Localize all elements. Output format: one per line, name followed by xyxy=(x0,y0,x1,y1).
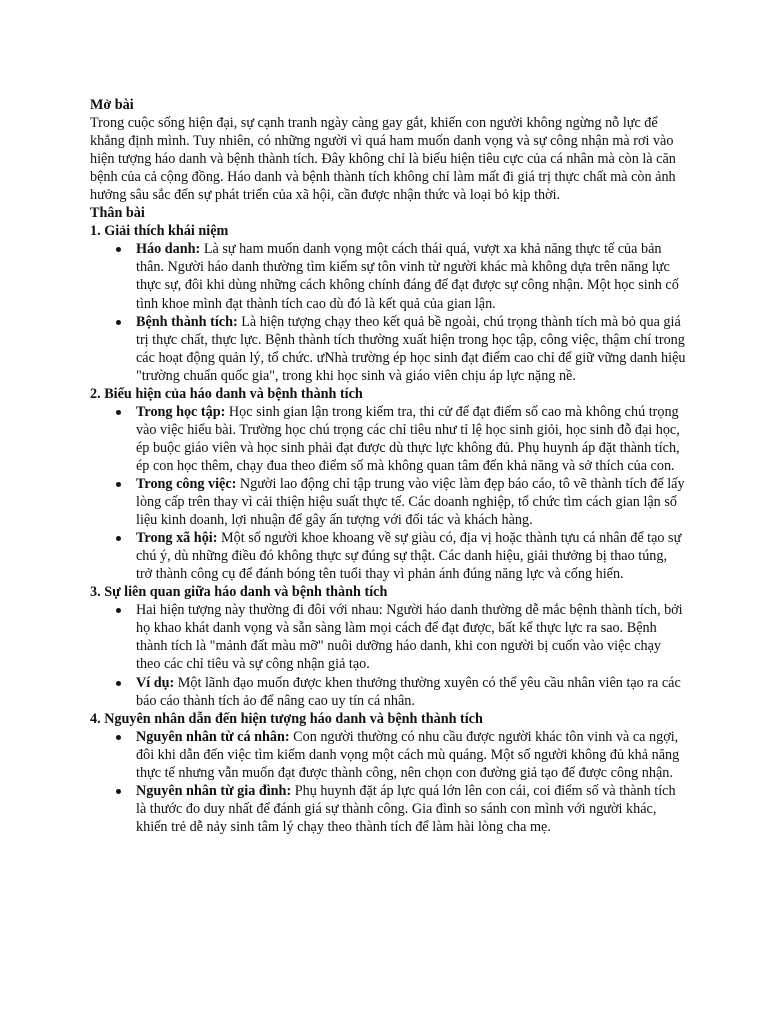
item-text: Là sự ham muốn danh vọng một cách thái quá, vượt xa khả năng thực tế của bản thân. Người háo danh thường tìm kiếm sự tôn vinh từ người khác mà không dựa trên năng lực thực sự, đôi khi dùng những cách không chính đáng để đạt được sự công nhận. Một học sinh cố tình khoe mình đạt thành tích cao dù đó là kết quả của gian lận. xyxy=(136,241,679,312)
item-text: Một số người khoe khoang về sự giàu có, địa vị hoặc thành tựu cá nhân để tạo sự chú ý, dù những điều đó không thực sự đúng sự thật. Các danh hiệu, giải thưởng bị thao túng, trở thành công cụ để đánh bóng tên tuổi thay vì phản ánh đúng năng lực và cống hiến. xyxy=(136,530,682,583)
item-term: Trong học tập: xyxy=(136,403,226,420)
item-text: Con người thường có nhu cầu được người khác tôn vinh và ca ngợi, đôi khi dẫn đến việc tìm kiếm danh vọng một cách mù quáng. Một số người không đủ khả năng thực tế nhưng vẫn muốn đạt được thành công, nên chọn con đường giả tạo để được công nhận. xyxy=(136,728,680,781)
list-item xyxy=(136,782,686,836)
item-text: Là hiện tượng chạy theo kết quả bề ngoài, chú trọng thành tích mà bỏ qua giá trị thực chất, thực lực. Bệnh thành tích thường xuất hiện trong học tập, công việc, thậm chí trong các hoạt động quản lý, tổ chức. ưNhà trường ép học sinh đạt điểm cao chỉ để giữ vững danh hiệu "trường chuẩn quốc gia", trong khi học sinh và giáo viên chịu áp lực nặng nề. xyxy=(136,313,686,384)
item-term: Trong công việc: xyxy=(136,475,237,492)
section-title: 1. Giải thích khái niệm xyxy=(90,223,229,240)
body-heading: Thân bài xyxy=(90,205,145,222)
item-term: Háo danh: xyxy=(136,241,201,258)
intro-heading: Mở bài xyxy=(90,97,134,113)
list-item xyxy=(136,601,686,673)
section-title: 3. Sự liên quan giữa háo danh và bệnh thành tích xyxy=(90,584,388,601)
item-text: Học sinh gian lận trong kiểm tra, thi cử để đạt điểm số cao mà không chú trọng vào việc hiểu bài. Trường học chú trọng các chỉ tiêu như tỉ lệ học sinh giỏi, học sinh đỗ đại học, ép buộc giáo viên và học sinh phải đạt được dù thực lực không đủ. Phụ huynh áp đặt thành tích, ép con học thêm, chạy đua theo điểm số mà không quan tâm đến khả năng và sở thích của con. xyxy=(136,403,680,474)
item-term: Ví dụ: xyxy=(136,674,175,691)
list-item xyxy=(136,728,686,782)
item-term: Nguyên nhân từ gia đình: xyxy=(136,782,292,799)
bullet-list xyxy=(90,240,686,384)
bullet-list xyxy=(90,403,686,583)
bullet-list xyxy=(90,601,686,709)
list-item xyxy=(136,529,686,583)
item-text: Người lao động chỉ tập trung vào việc làm đẹp báo cáo, tô vẽ thành tích để lấy lòng cấp trên thay vì cải thiện hiệu suất thực tế. Các doanh nghiệp, tổ chức tìm cách gian lận số liệu kinh doanh, lợi nhuận để gây ấn tượng với đối tác và khách hàng. xyxy=(136,475,685,529)
item-text: Phụ huynh đặt áp lực quá lớn lên con cái, coi điểm số và thành tích là thước đo duy nhất để đánh giá sự thành công. Gia đình so sánh con mình với người khác, khiến trẻ dễ nảy sinh tâm lý chạy theo thành tích để làm hài lòng cha mẹ. xyxy=(136,782,676,835)
item-term: Bệnh thành tích: xyxy=(136,313,238,330)
intro-paragraph: Trong cuộc sống hiện đại, sự cạnh tranh ngày càng gay gắt, khiến con người không ngừng nỗ lực để khẳng định mình. Tuy nhiên, có những người vì quá ham muốn danh vọng và sự công nhận mà rơi vào hiện tượng háo danh và bệnh thành tích. Đây không chỉ là biểu hiện tiêu cực của cá nhân mà còn là căn bệnh của cả cộng đồng. Háo danh và bệnh thành tích không chỉ làm mất đi giá trị thực chất mà còn ảnh hưởng sâu sắc đến sự phát triển của xã hội, cần được nhận thức và loại bỏ kịp thời. xyxy=(90,115,676,204)
item-text: Hai hiện tượng này thường đi đôi với nhau: Người háo danh thường dễ mắc bệnh thành tích, bởi họ khao khát danh vọng và sẵn sàng làm mọi cách để đạt được, bất kể thực lực ra sao. Bệnh thành tích là "mảnh đất màu mỡ" nuôi dưỡng háo danh, khi con người bị cuốn vào việc chạy theo các chỉ tiêu và sự công nhận giả tạo. xyxy=(136,602,683,673)
bullet-list xyxy=(90,728,686,836)
section-title: 2. Biểu hiện của háo danh và bệnh thành tích xyxy=(90,385,363,402)
section-title: 4. Nguyên nhân dẫn đến hiện tượng háo danh và bệnh thành tích xyxy=(90,710,483,727)
list-item xyxy=(136,475,686,529)
item-text: Một lãnh đạo muốn được khen thưởng thường xuyên có thể yêu cầu nhân viên tạo ra các báo cáo thành tích ảo để nâng cao uy tín cá nhân. xyxy=(136,674,681,709)
list-item xyxy=(136,403,686,475)
list-item xyxy=(136,313,686,385)
list-item xyxy=(136,674,686,710)
item-term: Nguyên nhân từ cá nhân: xyxy=(136,728,290,745)
list-item xyxy=(136,240,686,312)
item-term: Trong xã hội: xyxy=(136,530,218,547)
